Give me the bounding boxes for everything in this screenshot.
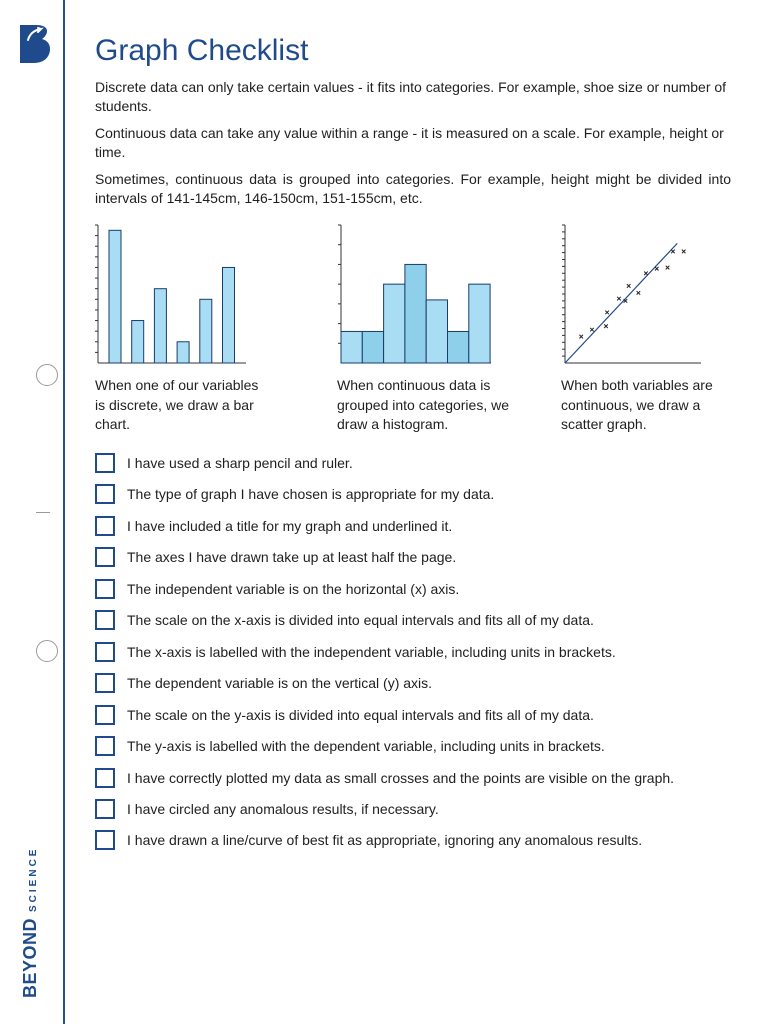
checklist-item [95, 514, 452, 538]
intro-discrete: Discrete data can only take certain values - it fits into categories. For example, shoe size or number of students. [95, 79, 727, 114]
checklist-item [95, 797, 439, 821]
checklist-label: The x-axis is labelled with the independent variable, including units in brackets. [127, 643, 616, 660]
data-point [644, 272, 648, 276]
page-title: Graph Checklist [95, 34, 309, 67]
scatter-example [556, 220, 704, 368]
checklist-item [95, 671, 432, 695]
checklist-label: The independent variable is on the horizontal (x) axis. [127, 580, 460, 597]
fold-mark [36, 512, 50, 513]
data-point [604, 324, 608, 328]
checkbox[interactable] [95, 736, 115, 756]
checkbox[interactable] [95, 705, 115, 725]
checklist-item [95, 734, 605, 758]
bar [132, 321, 144, 363]
data-point [671, 250, 675, 254]
bar [177, 342, 189, 363]
checklist-label: I have used a sharp pencil and ruler. [127, 455, 353, 471]
margin-line [63, 0, 65, 1024]
checkbox[interactable] [95, 516, 115, 536]
checklist-label: I have drawn a line/curve of best fit as appropriate, ignoring any anomalous results. [127, 832, 643, 849]
checkbox[interactable] [95, 830, 115, 850]
caption-bar-chart: When one of our variables is discrete, we draw a bar chart. [95, 377, 259, 432]
data-point [624, 299, 628, 303]
histogram-bar [448, 331, 469, 363]
histogram-example [332, 220, 496, 368]
checkbox[interactable] [95, 642, 115, 662]
checkbox[interactable] [95, 547, 115, 567]
bar-chart-example [90, 220, 250, 368]
caption-scatter: When both variables are continuous, we draw a scatter graph. [561, 377, 713, 432]
checklist-item [95, 608, 594, 632]
punch-hole [36, 640, 58, 662]
histogram-bar [405, 264, 426, 363]
checklist-item [95, 482, 494, 506]
histogram-bar [426, 300, 447, 363]
checklist-item [95, 703, 594, 727]
checklist-label: The scale on the x-axis is divided into equal intervals and fits all of my data. [127, 612, 594, 629]
checklist-label: The y-axis is labelled with the dependent variable, including units in brackets. [127, 738, 605, 755]
data-point [682, 250, 686, 254]
caption-histogram: When continuous data is grouped into categories, we draw a histogram. [337, 377, 509, 432]
checklist-label: The dependent variable is on the vertical (y) axis. [127, 675, 433, 692]
checkbox[interactable] [95, 579, 115, 599]
data-point [617, 297, 621, 301]
bar [154, 289, 166, 363]
brand-name: BEYOND [20, 917, 40, 998]
checklist-label: The type of graph I have chosen is appropriate for my data. [127, 486, 495, 503]
data-point [637, 291, 641, 295]
checklist-item [95, 577, 459, 601]
histogram-bar [362, 331, 383, 363]
checkbox[interactable] [95, 453, 115, 473]
checkbox[interactable] [95, 799, 115, 819]
brand-sub: SCIENCE [28, 846, 39, 912]
checklist-item [95, 766, 674, 790]
checklist-label: The scale on the y-axis is divided into equal intervals and fits all of my data. [127, 706, 594, 723]
bar [109, 230, 121, 363]
best-fit-line [565, 243, 677, 363]
checklist-item [95, 451, 353, 475]
checkbox[interactable] [95, 673, 115, 693]
data-point [666, 266, 670, 270]
checklist-label: I have circled any anomalous results, if necessary. [127, 800, 439, 817]
checklist-label: I have included a title for my graph and underlined it. [127, 517, 453, 534]
data-point [655, 267, 659, 271]
data-point [605, 311, 609, 315]
intro-grouped: Sometimes, continuous data is grouped into categories. For example, height might be divided into intervals of 141-145cm, 146-150cm, 151-155cm, etc. [95, 171, 731, 206]
histogram-bar [341, 331, 362, 363]
data-point [590, 328, 594, 332]
checkbox[interactable] [95, 610, 115, 630]
checklist-label: I have correctly plotted my data as small crosses and the points are visible on the graph. [127, 769, 675, 786]
bar [200, 299, 212, 363]
checkbox[interactable] [95, 768, 115, 788]
checklist-label: The axes I have drawn take up at least half the page. [127, 549, 457, 566]
data-point [579, 335, 583, 339]
checklist-item [95, 828, 642, 852]
punch-hole [36, 364, 58, 386]
brand-wordmark [20, 847, 41, 998]
checklist-item [95, 545, 456, 569]
data-point [627, 284, 631, 288]
bar [223, 267, 235, 363]
intro-continuous: Continuous data can take any value within a range - it is measured on a scale. For example, height or time. [95, 125, 724, 160]
histogram-bar [384, 284, 405, 363]
checkbox[interactable] [95, 484, 115, 504]
beyond-logo-icon [14, 22, 52, 66]
checklist-item [95, 640, 616, 664]
histogram-bar [469, 284, 490, 363]
